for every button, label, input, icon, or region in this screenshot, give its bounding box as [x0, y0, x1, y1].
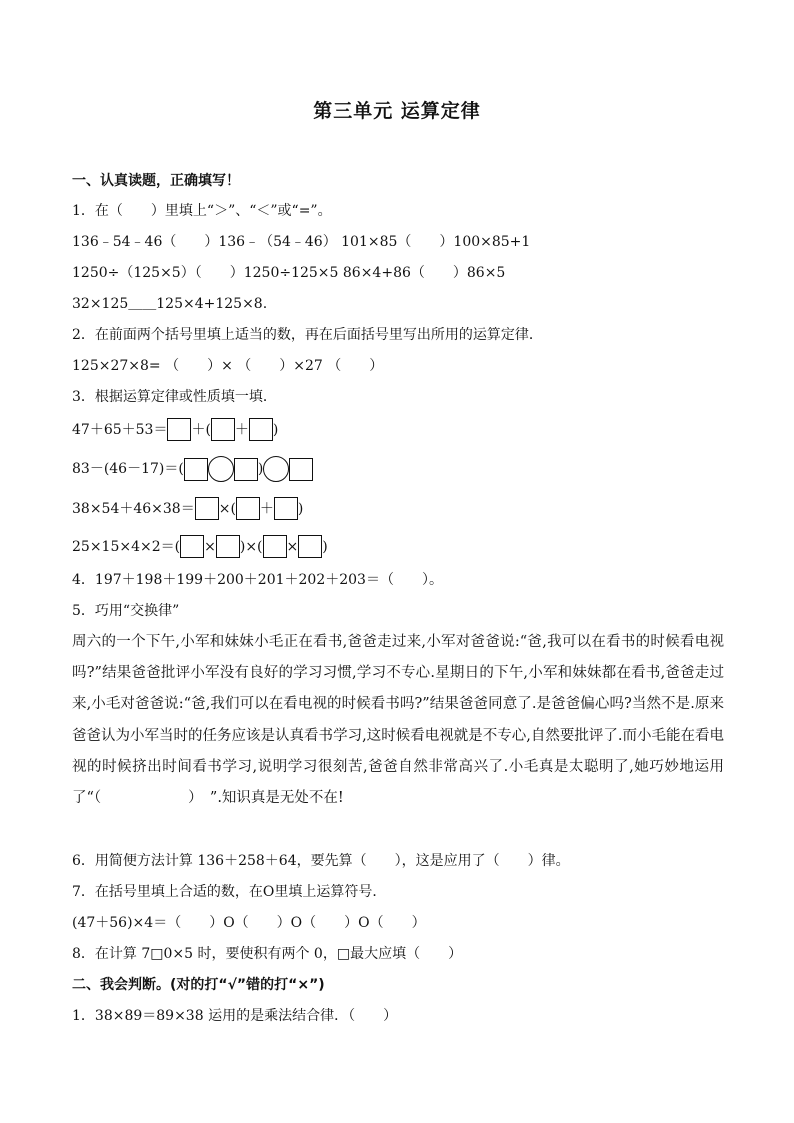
answer-box[interactable] — [274, 497, 298, 520]
answer-box[interactable] — [234, 458, 258, 481]
q1-row1: 136﹣54﹣46（ ）136﹣（54﹣46） 101×85（ ）100×85+1 — [72, 234, 531, 250]
equation-text: 38×54＋46×38＝ — [72, 500, 195, 517]
times-sign: × — [218, 500, 231, 517]
answer-box[interactable] — [216, 535, 240, 558]
left-paren: ( — [230, 500, 236, 517]
q5-story: 周六的一个下午,小军和妹妹小毛正在看书,爸爸走过来,小军对爸爸说:“爸,我可以在看书的时候看电视吗?”结果爸爸批评小军没有良好的学习习惯,学习不专心.星期日的下午,小军和妹妹都在看书,爸爸走过来,小毛对爸爸说:“爸,我们可以在看电视的时候看书吗?”结果爸爸同意了.是爸爸偏心吗?当然不是.原来爸爸认为小军当时的任务应该是认真看书学习,这时候看电视就是不专心,自然要批评了.而小毛能在看电视的时候挤出时间看书学习,说明学习很刻苦,爸爸自然非常高兴了.小毛真是太聪明了,她巧妙地运用了“（ ） ”.知识真是无处不在! — [72, 634, 724, 807]
times-sign: × — [286, 538, 299, 555]
operator-circle[interactable] — [263, 456, 289, 482]
q1-stem: 1．在（ ）里填上“＞”、“＜”或“=”。 — [72, 203, 332, 219]
plus-sign: ＋ — [234, 421, 249, 438]
operator-circle[interactable] — [208, 456, 234, 482]
q2-stem: 2．在前面两个括号里填上适当的数，再在后面括号里写出所用的运算定律． — [72, 327, 543, 343]
right-paren: ) — [297, 500, 304, 517]
answer-box[interactable] — [195, 497, 219, 520]
answer-box[interactable] — [180, 535, 204, 558]
section-2-heading: 二、我会判断。(对的打“√”错的打“×”) — [72, 977, 325, 993]
q5-stem: 5．巧用“交换律” — [72, 603, 180, 619]
q8: 8．在计算 7□0×5 时，要使积有两个 0，□最大应填（ ） — [72, 946, 463, 962]
left-paren: ( — [178, 461, 184, 477]
answer-box[interactable] — [236, 497, 260, 520]
times-sign: × — [245, 538, 258, 555]
equation-text: 25×15×4×2＝ — [72, 538, 175, 555]
page-title: 第三单元 运算定律 — [313, 100, 481, 122]
section-1-heading: 一、认真读题，正确填写！ — [72, 173, 240, 189]
right-paren: ) — [322, 538, 328, 555]
left-paren: ( — [205, 421, 211, 438]
answer-box[interactable] — [298, 535, 322, 558]
q6: 6．用简便方法计算 136＋258＋64，要先算（ ），这是应用了（ ）律。 — [72, 853, 570, 869]
plus-sign: ＋ — [191, 421, 206, 438]
answer-box[interactable] — [289, 458, 313, 481]
right-paren: ) — [239, 538, 246, 555]
q7-row: (47＋56)×4＝（ ）O（ ）O（ ）O（ ） — [72, 915, 426, 931]
judge-item-1: 1．38×89＝89×38 运用的是乘法结合律．（ ） — [72, 1008, 398, 1024]
q3-stem: 3．根据运算定律或性质填一填． — [72, 389, 277, 405]
answer-box[interactable] — [211, 418, 235, 441]
q3-equation-4 — [72, 535, 732, 558]
q1-row2: 1250÷（125×5）（ ）1250÷125×5 86×4+86（ ）86×5 — [72, 265, 506, 281]
left-paren: ( — [174, 538, 181, 555]
q7-stem: 7．在括号里填上合适的数，在O里填上运算符号． — [72, 884, 387, 900]
q3-equation-1 — [72, 418, 732, 441]
answer-box[interactable] — [263, 535, 287, 558]
plus-sign: ＋ — [259, 500, 274, 517]
q1-row3: 32×125＿＿125×4+125×8. — [72, 296, 268, 312]
right-paren: ) — [257, 461, 264, 477]
answer-box[interactable] — [249, 418, 273, 441]
right-paren: ) — [272, 421, 279, 438]
times-sign: × — [204, 538, 216, 555]
q4: 4．197＋198＋199＋200＋201＋202＋203＝（ ）。 — [72, 572, 443, 588]
q3-equation-2 — [72, 456, 732, 482]
answer-box[interactable] — [184, 458, 208, 481]
equation-text: 47＋65＋53＝ — [72, 421, 168, 438]
q3-equation-3 — [72, 497, 732, 520]
answer-box[interactable] — [167, 418, 191, 441]
equation-text: 83－(46－17)＝ — [72, 461, 179, 477]
q2-row: 125×27×8= （ ）× （ ）×27 （ ） — [72, 358, 384, 374]
left-paren: ( — [257, 538, 263, 555]
